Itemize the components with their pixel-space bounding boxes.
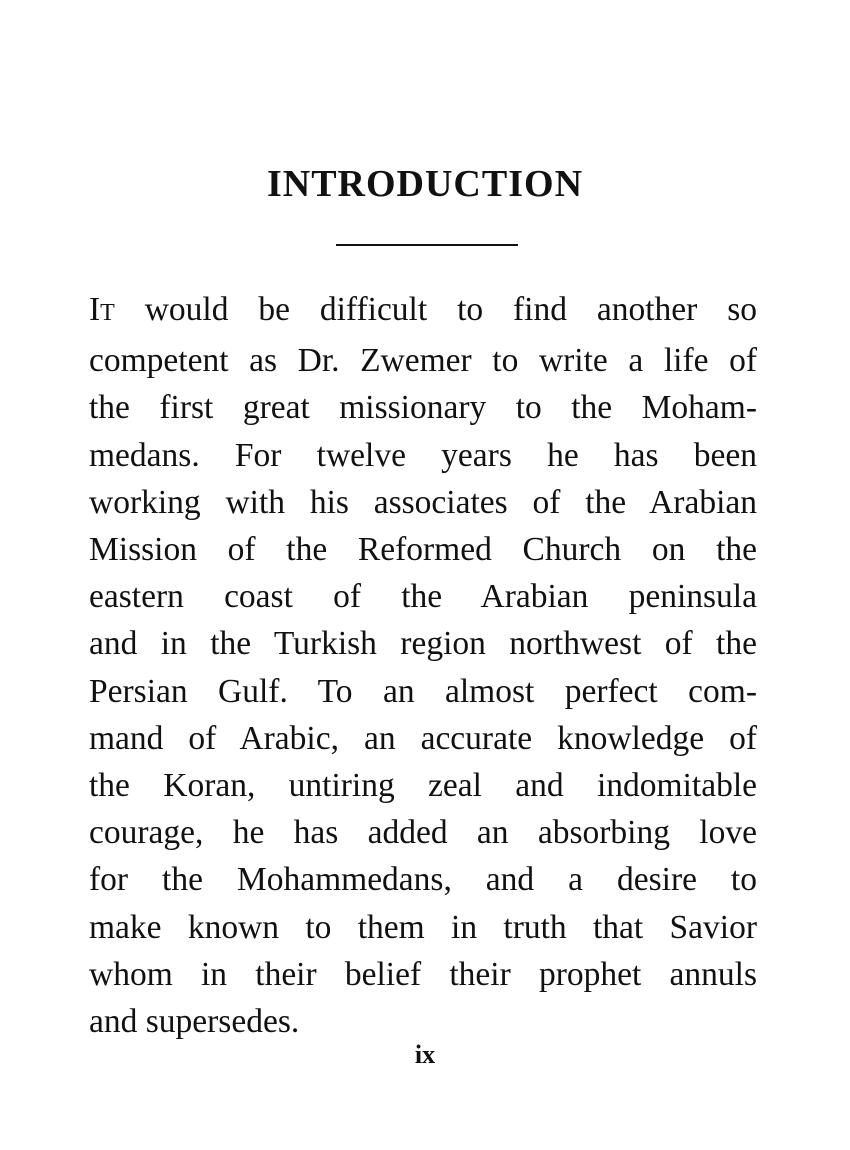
page-number: ix xyxy=(414,1040,436,1069)
small-caps-letter: T xyxy=(100,300,115,326)
initial-letter: I xyxy=(89,291,101,328)
chapter-heading: INTRODUCTION xyxy=(266,163,584,205)
paragraph-line-8: and in the Turkish region northwest of the xyxy=(89,625,757,663)
paragraph-line-16: and supersedes. xyxy=(89,1003,300,1041)
paragraph-line-10: mand of Arabic, an accurate knowledge of xyxy=(89,719,757,757)
paragraph-line-1 xyxy=(89,286,757,337)
paragraph-line-6: Mission of the Reformed Church on the xyxy=(89,531,757,569)
introduction-paragraph xyxy=(89,286,757,1045)
paragraph-line-3: the first great missionary to the Moham- xyxy=(89,389,757,427)
paragraph-line-9: Persian Gulf. To an almost perfect com- xyxy=(89,672,757,710)
paragraph-line-13: for the Mohammedans, and a desire to xyxy=(89,861,757,899)
paragraph-line-4: medans. For twelve years he has been xyxy=(89,436,757,474)
paragraph-line-5: working with his associates of the Arabian xyxy=(89,483,757,521)
paragraph-line-11: the Koran, untiring zeal and indomitable xyxy=(89,767,757,805)
heading-rule xyxy=(336,244,518,246)
line-text: would be difficult to find another so xyxy=(114,291,757,328)
paragraph-line-7: eastern coast of the Arabian peninsula xyxy=(89,578,757,616)
paragraph-line-12: courage, he has added an absorbing love xyxy=(89,814,757,852)
paragraph-line-2: competent as Dr. Zwemer to write a life of xyxy=(89,342,757,380)
paragraph-line-15: whom in their belief their prophet annuls xyxy=(89,955,757,993)
paragraph-line-14: make known to them in truth that Savior xyxy=(89,908,757,946)
